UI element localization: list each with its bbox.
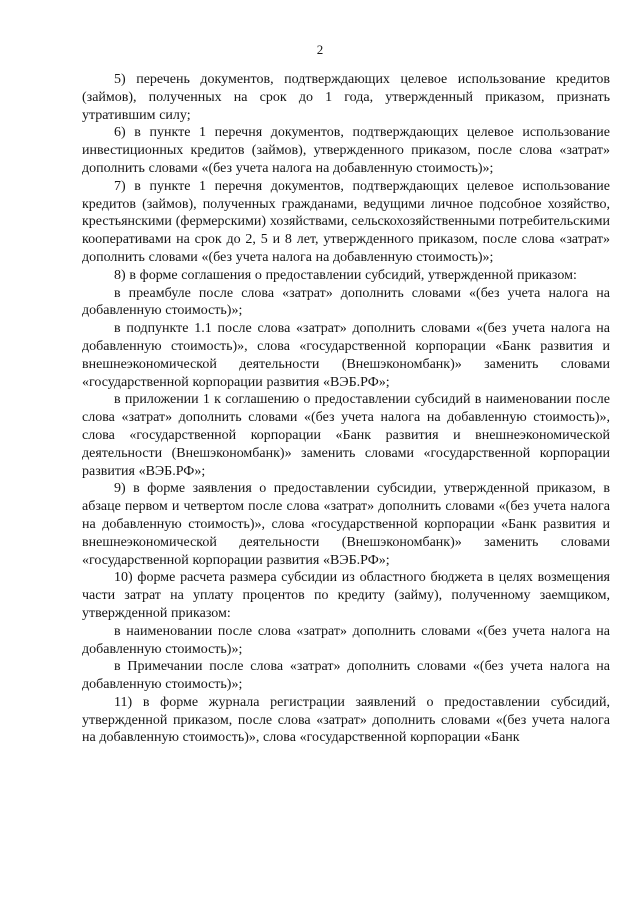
paragraph-item-7: 7) в пункте 1 перечня документов, подтверждающих целевое использование кредитов (займов), полученных гражданами, ведущими личное подсобное хозяйство, крестьянскими (фермерскими) хозяйствами, сельскохозяйственными потребительскими кооперативами на срок до 2, 5 и 8 лет, утвержденного приказом, после слова «затрат» дополнить словами «(без учета налога на добавленную стоимость)»;: [82, 178, 610, 265]
page-number: 2: [316, 42, 324, 57]
paragraph-preamble: в преамбуле после слова «затрат» дополнить словами «(без учета налога на добавленную стоимость)»;: [82, 285, 610, 319]
paragraph-item-8: 8) в форме соглашения о предоставлении субсидий, утвержденной приказом:: [114, 267, 577, 283]
paragraph-item-9: 9) в форме заявления о предоставлении субсидии, утвержденной приказом, в абзаце первом и четвертом после слова «затрат» дополнить словами «(без учета налога на добавленную стоимость)», слова «государственной корпорации «Банк развития и внешнеэкономической деятельности (Внешэкономбанк)» заменить словами «государственной корпорации развития «ВЭБ.РФ»;: [82, 481, 610, 568]
document-body: [82, 71, 610, 747]
paragraph-title-change: в наименовании после слова «затрат» дополнить словами «(без учета налога на добавленную стоимость)»;: [82, 623, 610, 657]
paragraph-appendix-1: в приложении 1 к соглашению о предоставлении субсидий в наименовании после слова «затрат» дополнить словами «(без учета налога на добавленную стоимость)», слова «государственной корпорации «Банк развития и внешнеэкономической деятельности (Внешэкономбанк)» заменить словами «государственной корпорации развития «ВЭБ.РФ»;: [82, 392, 610, 479]
paragraph-subclause-1-1: в подпункте 1.1 после слова «затрат» дополнить словами «(без учета налога на добавленную стоимость)», слова «государственной корпорации «Банк развития и внешнеэкономической деятельности (Внешэкономбанк)» заменить словами «государственной корпорации развития «ВЭБ.РФ»;: [82, 321, 610, 390]
paragraph-note-change: в Примечании после слова «затрат» дополнить словами «(без учета налога на добавленную стоимость)»;: [82, 659, 610, 693]
paragraph-item-6: 6) в пункте 1 перечня документов, подтверждающих целевое использование инвестиционных кредитов (займов), утвержденного приказом, после слова «затрат» дополнить словами «(без учета налога на добавленную стоимость)»;: [82, 125, 610, 176]
paragraph-item-10: 10) форме расчета размера субсидии из областного бюджета в целях возмещения части затрат на уплату процентов по кредиту (займу), полученному заемщиком, утвержденной приказом:: [82, 570, 610, 621]
paragraph-item-5: 5) перечень документов, подтверждающих целевое использование кредитов (займов), полученных на срок до 1 года, утвержденный приказом, признать утратившим силу;: [82, 72, 610, 123]
paragraph-item-11: 11) в форме журнала регистрации заявлений о предоставлении субсидий, утвержденной приказом, после слова «затрат» дополнить словами «(без учета налога на добавленную стоимость)», слова «государственной корпорации «Банк: [82, 694, 610, 746]
